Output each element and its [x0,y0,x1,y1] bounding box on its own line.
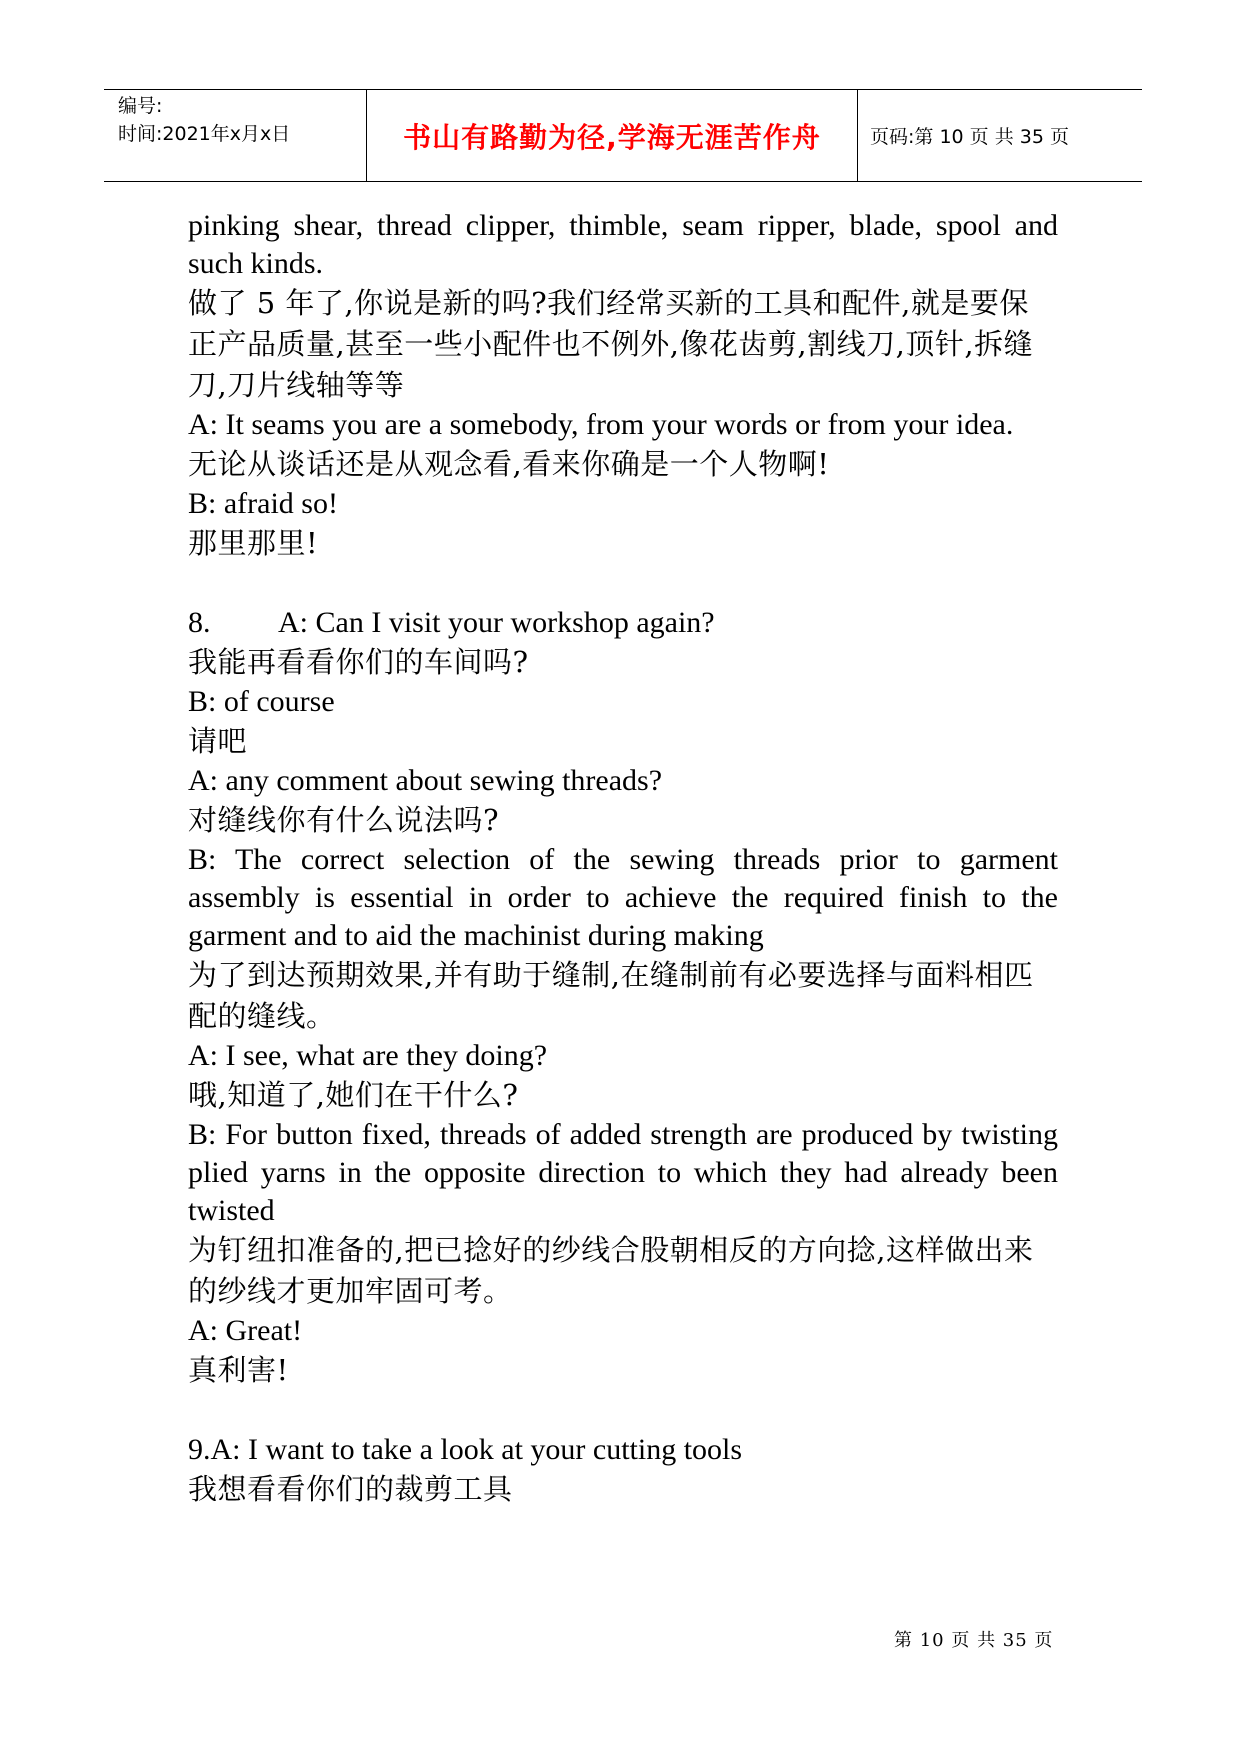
dialogue-text: A: Can I visit your workshop again? [278,606,715,639]
page-code: 页码:第 10 页 共 35 页 [870,126,1069,148]
translation-line: 请吧 [188,724,248,758]
translation-line: 做了 5 年了,你说是新的吗?我们经常买新的工具和配件,就是要保正产品质量,甚至一些小配件也不例外,像花齿剪,割线刀,顶针,拆缝刀,刀片线轴等等 [188,286,1034,402]
dialogue-line: A: Great! [188,1314,303,1347]
paragraph-gap [188,564,1058,604]
dialogue-line: B: For button fixed, threads of added strength are produced by twisting plied yarns in the opposite direction to which they had already been twisted [188,1118,1058,1227]
dialogue-line: A: I see, what are they doing? [188,1039,548,1072]
translation-line: 我能再看看你们的车间吗? [188,645,529,679]
translation-line: 哦,知道了,她们在干什么? [188,1078,519,1112]
dialogue-line: B: afraid so! [188,487,338,520]
dialogue-line: B: of course [188,685,335,718]
header-page-cell [858,90,1142,181]
translation-line: 真利害! [188,1353,289,1387]
dialogue-line: A: It seams you are a somebody, from your words or from your idea. [188,408,1014,441]
item-number: 8. [188,606,211,639]
header-motto-cell [367,90,858,181]
translation-line: 为钉纽扣准备的,把已捻好的纱线合股朝相反的方向捻,这样做出来的纱线才更加牢固可考。 [188,1233,1034,1308]
dialogue-line-numbered [188,604,1058,642]
translation-line: 那里那里! [188,526,319,560]
page-footer: 第 10 页 共 35 页 [894,1630,1054,1651]
dialogue-line: 9.A: I want to take a look at your cutting tools [188,1433,743,1466]
dialogue-line: B: The correct selection of the sewing threads prior to garment assembly is essential in order to achieve the required finish to the garment and to aid the machinist during making [188,843,1058,952]
translation-line: 对缝线你有什么说法吗? [188,803,500,837]
translation-line: 为了到达预期效果,并有助于缝制,在缝制前有必要选择与面料相匹配的缝线。 [188,958,1034,1033]
translation-line: 我想看看你们的裁剪工具 [188,1472,513,1506]
document-body [188,207,1058,1510]
number-label: 编号: [118,95,163,117]
dialogue-line: pinking shear, thread clipper, thimble, seam ripper, blade, spool and such kinds. [188,209,1058,280]
translation-line: 无论从谈话还是从观念看,看来你确是一个人物啊! [188,447,830,481]
dialogue-line: A: any comment about sewing threads? [188,764,663,797]
motto: 书山有路勤为径,学海无涯苦作舟 [403,120,821,154]
document-header [104,89,1142,182]
time-label: 时间:2021年x月x日 [118,123,291,145]
header-info-cell [104,90,367,181]
paragraph-gap [188,1391,1058,1431]
